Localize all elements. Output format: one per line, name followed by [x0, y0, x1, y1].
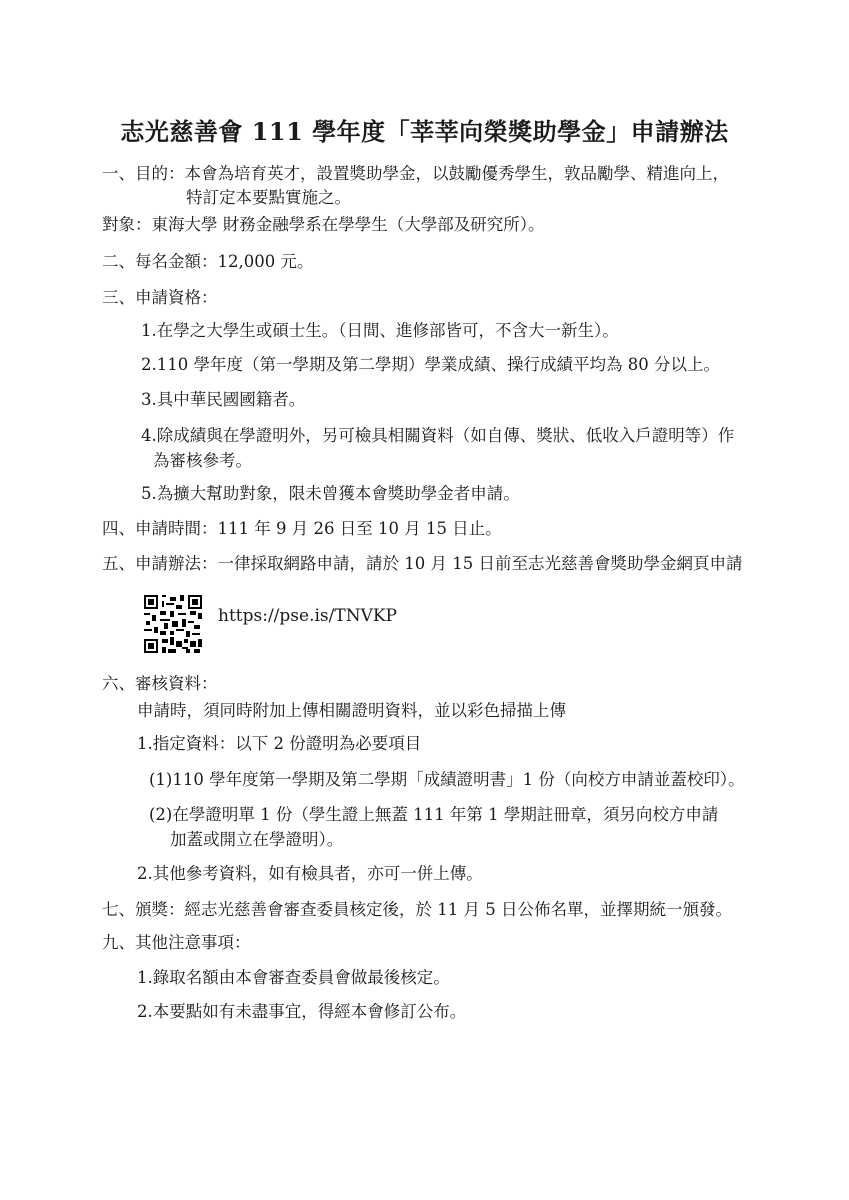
notes-item-2: 2.本要點如有未盡事宜，得經本會修訂公布。 [137, 1002, 467, 1021]
target-line: 對象：東海大學 財務金融學系在學學生（大學部及研究所）。 [102, 215, 545, 234]
eligibility-item-1: 1.在學之大學生或碩士生。（日間、進修部皆可，不含大一新生）。 [141, 321, 619, 340]
eligibility-item-5: 5.為擴大幫助對象，限未曾獲本會獎助學金者申請。 [141, 484, 520, 503]
method-line: 五、申請辦法：一律採取網路申請，請於 10 月 15 日前至志光慈善會獎助學金網頁申請 [102, 554, 743, 573]
award-line: 七、頒獎：經志光慈善會審查委員核定後，於 11 月 5 日公佈名單，並擇期統一頒發。 [102, 900, 732, 919]
eligibility-item-4: 4.除成績與在學證明外，另可檢具相關資料（如自傳、獎狀、低收入戶證明等）作 [141, 426, 735, 445]
eligibility-heading: 三、申請資格： [102, 288, 218, 307]
qr-code-icon[interactable] [144, 595, 202, 653]
review-sub-1: (1)110 學年度第一學期及第二學期「成績證明書」1 份（向校方申請並蓋校印）。 [149, 770, 745, 789]
review-intro: 申請時，須同時附加上傳相關證明資料，並以彩色掃描上傳 [137, 701, 566, 720]
review-heading: 六、審核資料： [102, 674, 218, 693]
purpose-line-2: 特訂定本要點實施之。 [186, 188, 351, 207]
eligibility-item-2: 2.110 學年度（第一學期及第二學期）學業成績、操行成績平均為 80 分以上。 [141, 355, 720, 374]
period-line: 四、申請時間：111 年 9 月 26 日至 10 月 15 日止。 [102, 519, 502, 538]
notes-heading: 九、其他注意事項： [102, 933, 251, 952]
amount-line: 二、每名金額：12,000 元。 [102, 252, 314, 271]
page-title: 志光慈善會 111 學年度「莘莘向榮獎助學金」申請辦法 [120, 117, 729, 146]
review-item-1: 1.指定資料：以下 2 份證明為必要項目 [137, 734, 422, 753]
purpose-line-1: 一、目的：本會為培育英才，設置獎助學金，以鼓勵優秀學生，敦品勵學、精進向上， [102, 164, 729, 183]
eligibility-item-4-cont: 為審核參考。 [153, 451, 252, 470]
application-url-link[interactable]: https://pse.is/TNVKP [218, 606, 397, 626]
review-sub-2: (2)在學證明單 1 份（學生證上無蓋 111 年第 1 學期註冊章，須另向校方申請 [149, 805, 719, 824]
eligibility-item-3: 3.具中華民國國籍者。 [141, 390, 306, 409]
notes-item-1: 1.錄取名額由本會審查委員會做最後核定。 [137, 968, 450, 987]
review-sub-2-cont: 加蓋或開立在學證明）。 [170, 830, 344, 849]
review-item-2: 2.其他參考資料，如有檢具者，亦可一併上傳。 [137, 864, 483, 883]
